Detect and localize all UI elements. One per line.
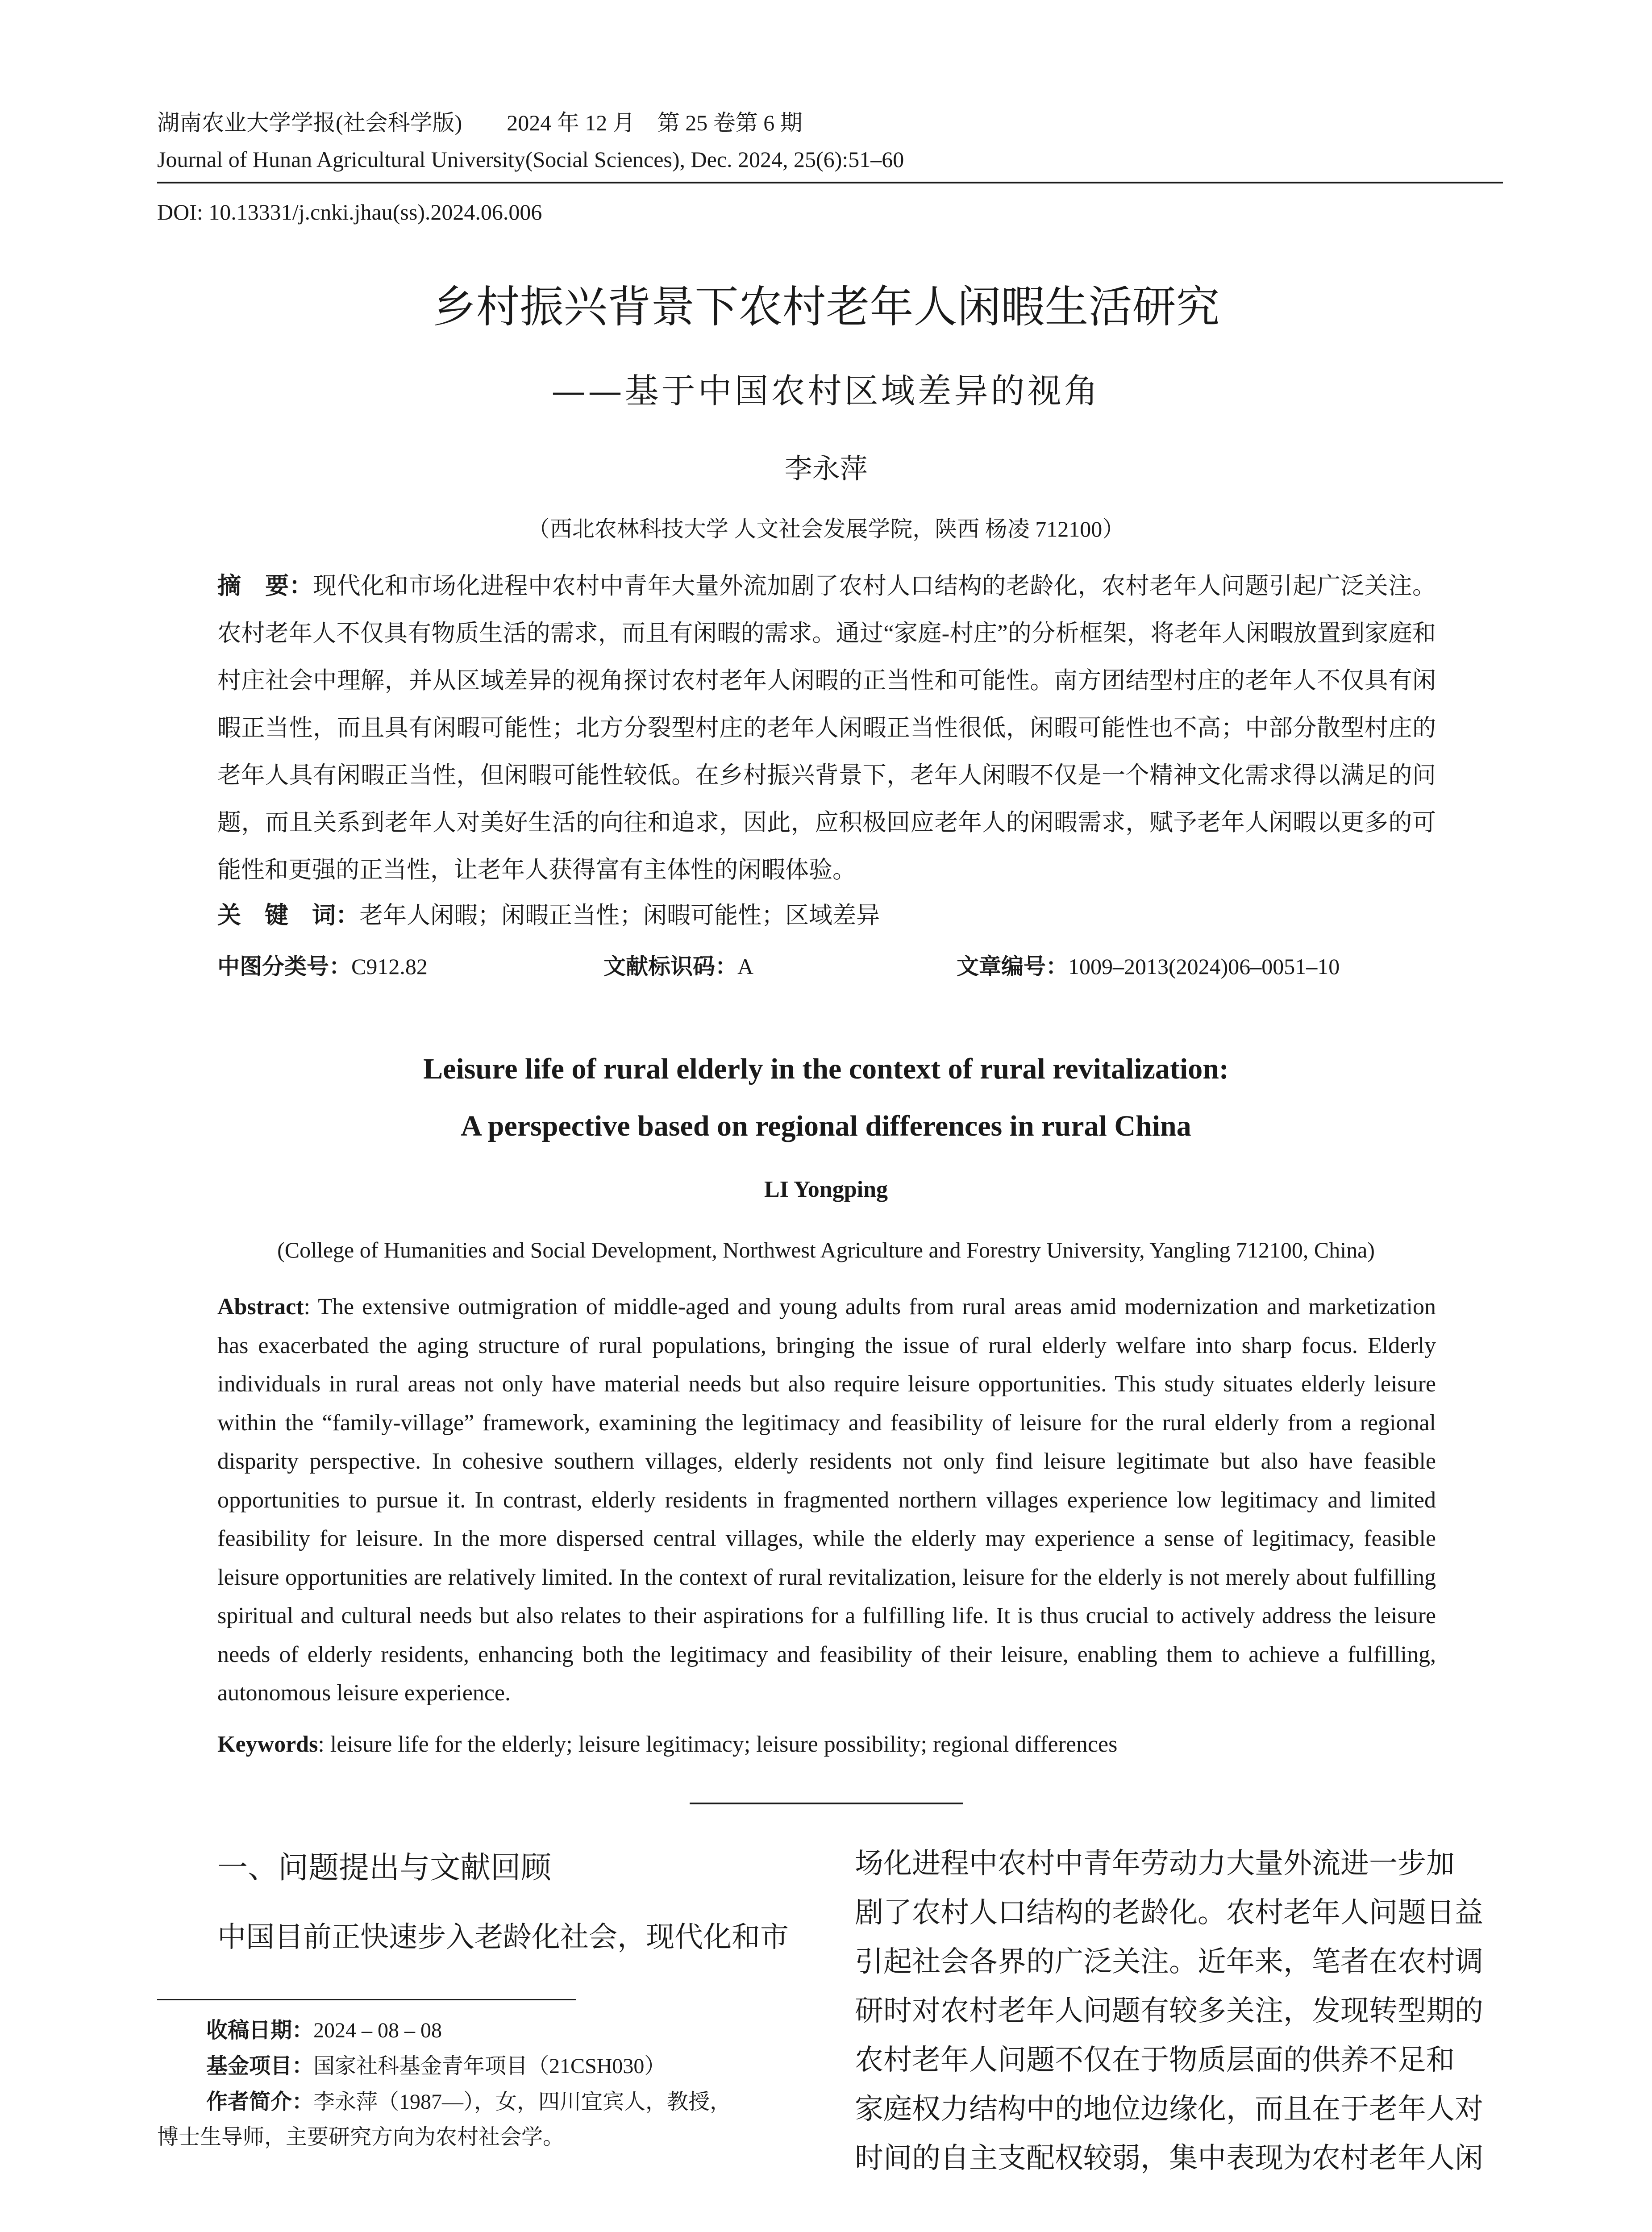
body-line: 农村老年人问题不仅在于物质层面的供养不足和 [855,2044,1455,2076]
footnote-rule [157,1999,576,2000]
section-heading: 一、问题提出与文献回顾 [217,1850,552,1886]
bio-line1: 李永萍（1987—），女，四川宜宾人，教授， [313,2090,732,2114]
abstract-en [217,1288,1436,1713]
doc-code [603,951,753,982]
title-cn: 乡村振兴背景下农村老年人闲暇生活研究 [432,282,1220,333]
body-line: 时间的自主支配权较弱，集中表现为农村老年人闲 [855,2142,1483,2174]
affiliation-en: (College of Humanities and Social Development, Northwest Agriculture and Forestry University, Yangling 712100, China) [277,1237,1375,1262]
header-rule [157,182,1503,183]
clc-number [217,951,428,982]
fund-label: 基金项目： [206,2053,314,2078]
body-line: 场化进程中农村中青年劳动力大量外流进一步加 [855,1848,1455,1879]
keywords-cn-text: 老年人闲暇；闲暇正当性；闲暇可能性；区域差异 [359,903,880,929]
received-value: 2024 – 08 – 08 [313,2019,442,2042]
body-text-left: 中国目前正快速步入老龄化社会，现代化和市 [217,1921,789,1953]
doc-code-label: 文献标识码： [603,954,737,979]
article-no-value: 1009–2013(2024)06–0051–10 [1068,954,1340,979]
body-text-right [855,1839,1502,2183]
body-line: 家庭权力结构中的地位边缘化，而且在于老年人对 [855,2093,1483,2125]
journal-header-en: Journal of Hunan Agricultural University(Social Sciences), Dec. 2024, 25(6):51–60 [157,147,904,172]
abstract-en-label: Abstract [217,1294,304,1320]
footnote-bio [206,2085,731,2119]
clc-label: 中图分类号： [217,954,351,979]
footnote-bio-continued: 博士生导师，主要研究方向为农村社会学。 [157,2125,565,2149]
author-cn: 李永萍 [784,452,868,485]
keywords-en [217,1725,1436,1764]
body-line: 引起社会各界的广泛关注。近年来，笔者在农村调 [855,1946,1483,1978]
bio-label: 作者简介： [206,2089,314,2114]
journal-header-cn: 湖南农业大学学报(社会科学版) 2024 年 12 月 第 25 卷第 6 期 [157,110,803,135]
affiliation-cn: （西北农林科技大学 人文社会发展学院，陕西 杨凌 712100） [527,516,1125,541]
keywords-en-label: Keywords [217,1732,318,1757]
article-number [957,951,1340,982]
title-en-line1: Leisure life of rural elderly in the context of rural revitalization: [423,1053,1229,1085]
body-line: 研时对农村老年人问题有较多关注，发现转型期的 [855,1995,1483,2027]
keywords-cn-label: 关 键 词： [217,902,359,929]
abstract-en-text: : The extensive outmigration of middle-aged and young adults from rural areas amid modernization and marketization has exacerbated the aging structure of rural populations, bringing the issue of rural elderly welfare into sharp focus. Elderly individuals in rural areas not only have material needs but also require leisure opportunities. This study situates elderly leisure within the “family-village” framework, examining the legitimacy and feasibility of leisure for the rural elderly from a regional disparity perspective. In cohesive southern villages, elderly residents not only find leisure legitimate but also have feasible opportunities to pursue it. In contrast, elderly residents in fragmented northern villages experience low legitimacy and limited feasibility for leisure. In the more dispersed central villages, while the elderly may experience a sense of legitimacy, feasible leisure opportunities are relatively limited. In the context of rural revitalization, leisure for the elderly is not merely about fulfilling spiritual and cultural needs but also relates to their aspirations for a fulfilling life. It is thus crucial to actively address the leisure needs of elderly residents, enhancing both the legitimacy and feasibility of their leisure, enabling them to achieve a fulfilling, autonomous leisure experience. [217,1294,1436,1706]
keywords-en-text: : leisure life for the elderly; leisure legitimacy; leisure possibility; regional differences [318,1732,1118,1757]
title-en-line2: A perspective based on regional differences in rural China [461,1110,1191,1142]
clc-value: C912.82 [351,954,428,979]
subtitle-cn: ——基于中国农村区域差异的视角 [551,371,1101,411]
abstract-cn-label: 摘 要： [217,572,313,600]
body-line: 剧了农村人口结构的老龄化。农村老年人问题日益 [855,1897,1483,1928]
section-divider [690,1803,963,1804]
article-no-label: 文章编号： [957,954,1068,979]
abstract-cn-text: 现代化和市场化进程中农村中青年大量外流加剧了农村人口结构的老龄化，农村老年人问题引起广泛关注。农村老年人不仅具有物质生活的需求，而且有闲暇的需求。通过“家庭-村庄”的分析框架，将老年人闲暇放置到家庭和村庄社会中理解，并从区域差异的视角探讨农村老年人闲暇的正当性和可能性。南方团结型村庄的老年人不仅具有闲暇正当性，而且具有闲暇可能性；北方分裂型村庄的老年人闲暇正当性很低，闲暇可能性也不高；中部分散型村庄的老年人具有闲暇正当性，但闲暇可能性较低。在乡村振兴背景下，老年人闲暇不仅是一个精神文化需求得以满足的问题，而且关系到老年人对美好生活的向往和追求，因此，应积极回应老年人的闲暇需求，赋予老年人闲暇以更多的可能性和更强的正当性，让老年人获得富有主体性的闲暇体验。 [217,573,1436,883]
doc-code-value: A [737,954,754,979]
doi: DOI: 10.13331/j.cnki.jhau(ss).2024.06.006 [157,200,542,225]
keywords-cn [217,892,1436,939]
received-label: 收稿日期： [206,2018,314,2043]
abstract-cn [217,562,1436,894]
author-en: LI Yongping [764,1177,888,1202]
fund-value: 国家社科基金青年项目（21CSH030） [313,2054,666,2078]
footnote-fund [206,2049,666,2083]
footnote-received [206,2013,442,2048]
